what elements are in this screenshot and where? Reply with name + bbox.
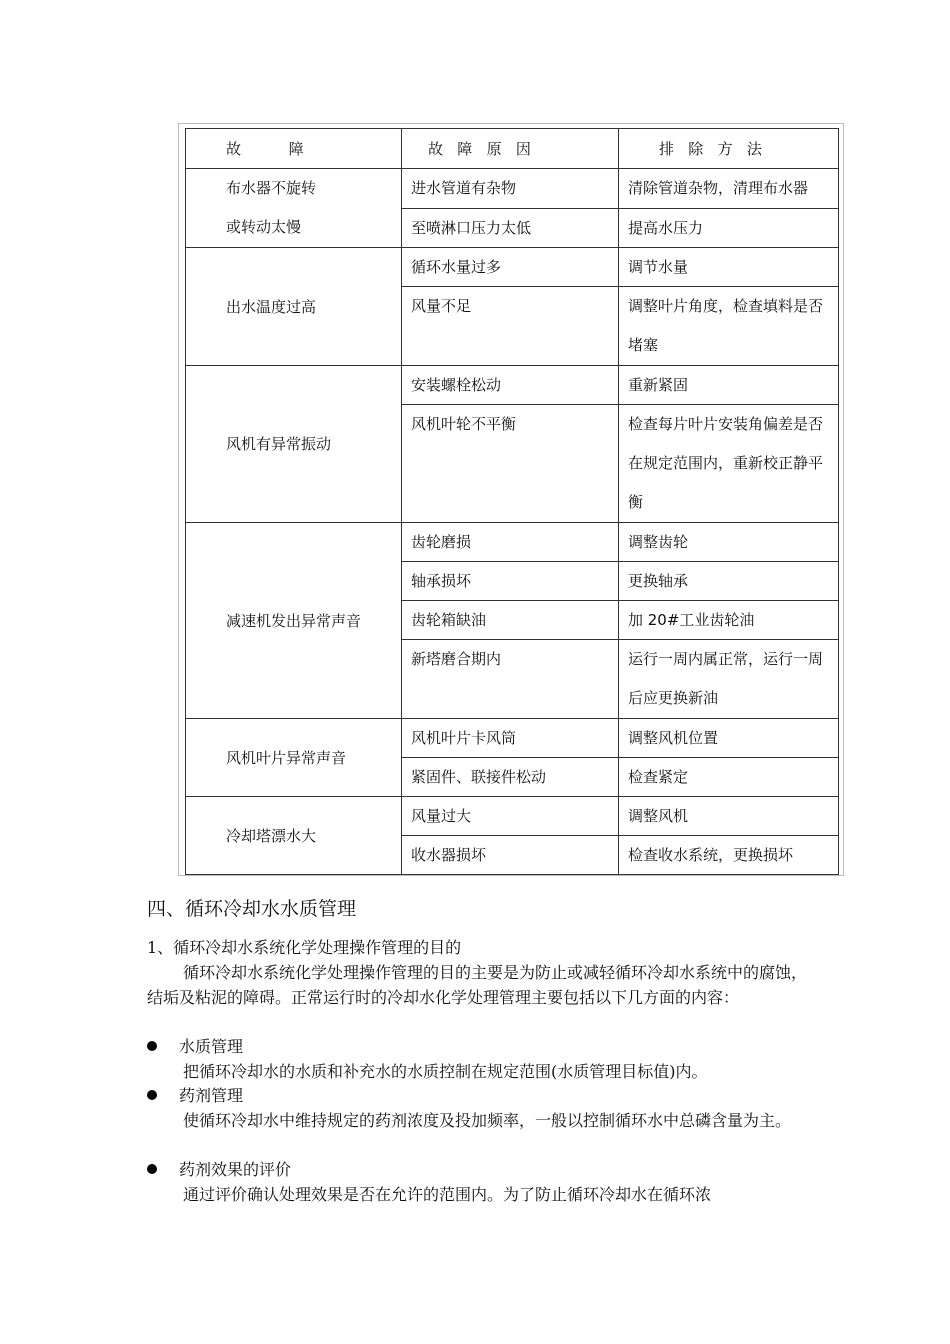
remedy-cell: 清除管道杂物，清理布水器 — [619, 169, 839, 209]
fault-table — [185, 128, 839, 875]
bullet-text: 使循环冷却水中维持规定的药剂浓度及投加频率，一般以控制循环水中总磷含量为主。 — [183, 1111, 792, 1130]
header-fault: 故 障 — [186, 129, 402, 169]
remedy-cell: 调整齿轮 — [619, 523, 839, 562]
cause-cell: 至喷淋口压力太低 — [402, 208, 619, 248]
remedy-cell: 重新紧固 — [619, 366, 839, 405]
symptom-cell: 风机叶片异常声音 — [186, 719, 402, 797]
cause-cell: 风量过大 — [402, 797, 619, 836]
bullet-text: 把循环冷却水的水质和补充水的水质控制在规定范围(水质管理目标值)内。 — [183, 1062, 708, 1081]
table-row — [186, 523, 839, 562]
bullet-label: 药剂效果的评价 — [179, 1160, 292, 1179]
table-row — [186, 248, 839, 287]
cause-cell: 齿轮磨损 — [402, 523, 619, 562]
remedy-cell: 调节水量 — [619, 248, 839, 287]
bullet-icon — [147, 1090, 157, 1100]
bullet-item — [147, 1035, 243, 1059]
intro-paragraph: 循环冷却水系统化学处理操作管理的目的主要是为防止或减轻循环冷却水系统中的腐蚀，结垢及粘泥的障碍。正常运行时的冷却水化学处理管理主要包括以下几方面的内容： — [147, 963, 808, 1007]
bullet-item — [147, 1084, 243, 1108]
bullet-label: 药剂管理 — [179, 1086, 244, 1105]
cause-cell: 新塔磨合期内 — [402, 640, 619, 719]
remedy-cell: 提高水压力 — [619, 208, 839, 248]
bullet-icon — [147, 1164, 157, 1174]
cause-cell: 风机叶片卡风筒 — [402, 719, 619, 758]
cause-cell: 齿轮箱缺油 — [402, 601, 619, 640]
bullet-icon — [147, 1041, 157, 1051]
bullet-label: 水质管理 — [179, 1037, 244, 1056]
cause-cell: 进水管道有杂物 — [402, 169, 619, 209]
subsection-title: 1、循环冷却水系统化学处理操作管理的目的 — [147, 938, 462, 957]
remedy-cell: 调整风机 — [619, 797, 839, 836]
symptom-line: 布水器不旋转 — [226, 179, 317, 197]
table-row — [186, 797, 839, 836]
remedy-cell: 检查每片叶片安装角偏差是否在规定范围内，重新校正静平衡 — [619, 405, 839, 523]
section-title: 四、循环冷却水水质管理 — [147, 898, 357, 920]
symptom-cell: 减速机发出异常声音 — [186, 523, 402, 719]
header-remedy: 排 除 方 法 — [619, 129, 839, 169]
cause-cell: 安装螺栓松动 — [402, 366, 619, 405]
remedy-cell: 检查收水系统，更换损坏 — [619, 836, 839, 875]
cause-cell: 循环水量过多 — [402, 248, 619, 287]
remedy-cell: 运行一周内属正常，运行一周后应更换新油 — [619, 640, 839, 719]
remedy-cell: 检查紧定 — [619, 758, 839, 797]
cause-cell: 风量不足 — [402, 287, 619, 366]
symptom-line: 或转动太慢 — [226, 218, 302, 236]
symptom-cell: 出水温度过高 — [186, 248, 402, 366]
cause-cell: 风机叶轮不平衡 — [402, 405, 619, 523]
symptom-cell — [186, 169, 402, 248]
cause-cell: 轴承损坏 — [402, 562, 619, 601]
cause-cell: 收水器损坏 — [402, 836, 619, 875]
table-header-row — [186, 129, 839, 169]
remedy-cell: 调整风机位置 — [619, 719, 839, 758]
table-row — [186, 366, 839, 405]
symptom-cell: 冷却塔漂水大 — [186, 797, 402, 875]
table-row — [186, 719, 839, 758]
bullet-item — [147, 1158, 291, 1182]
remedy-cell: 更换轴承 — [619, 562, 839, 601]
header-cause: 故 障 原 因 — [402, 129, 619, 169]
table-row — [186, 169, 839, 209]
remedy-cell: 加 20#工业齿轮油 — [619, 601, 839, 640]
cause-cell: 紧固件、联接件松动 — [402, 758, 619, 797]
symptom-cell: 风机有异常振动 — [186, 366, 402, 523]
remedy-cell: 调整叶片角度，检查填料是否堵塞 — [619, 287, 839, 366]
bullet-text: 通过评价确认处理效果是否在允许的范围内。为了防止循环冷却水在循环浓 — [183, 1185, 712, 1204]
